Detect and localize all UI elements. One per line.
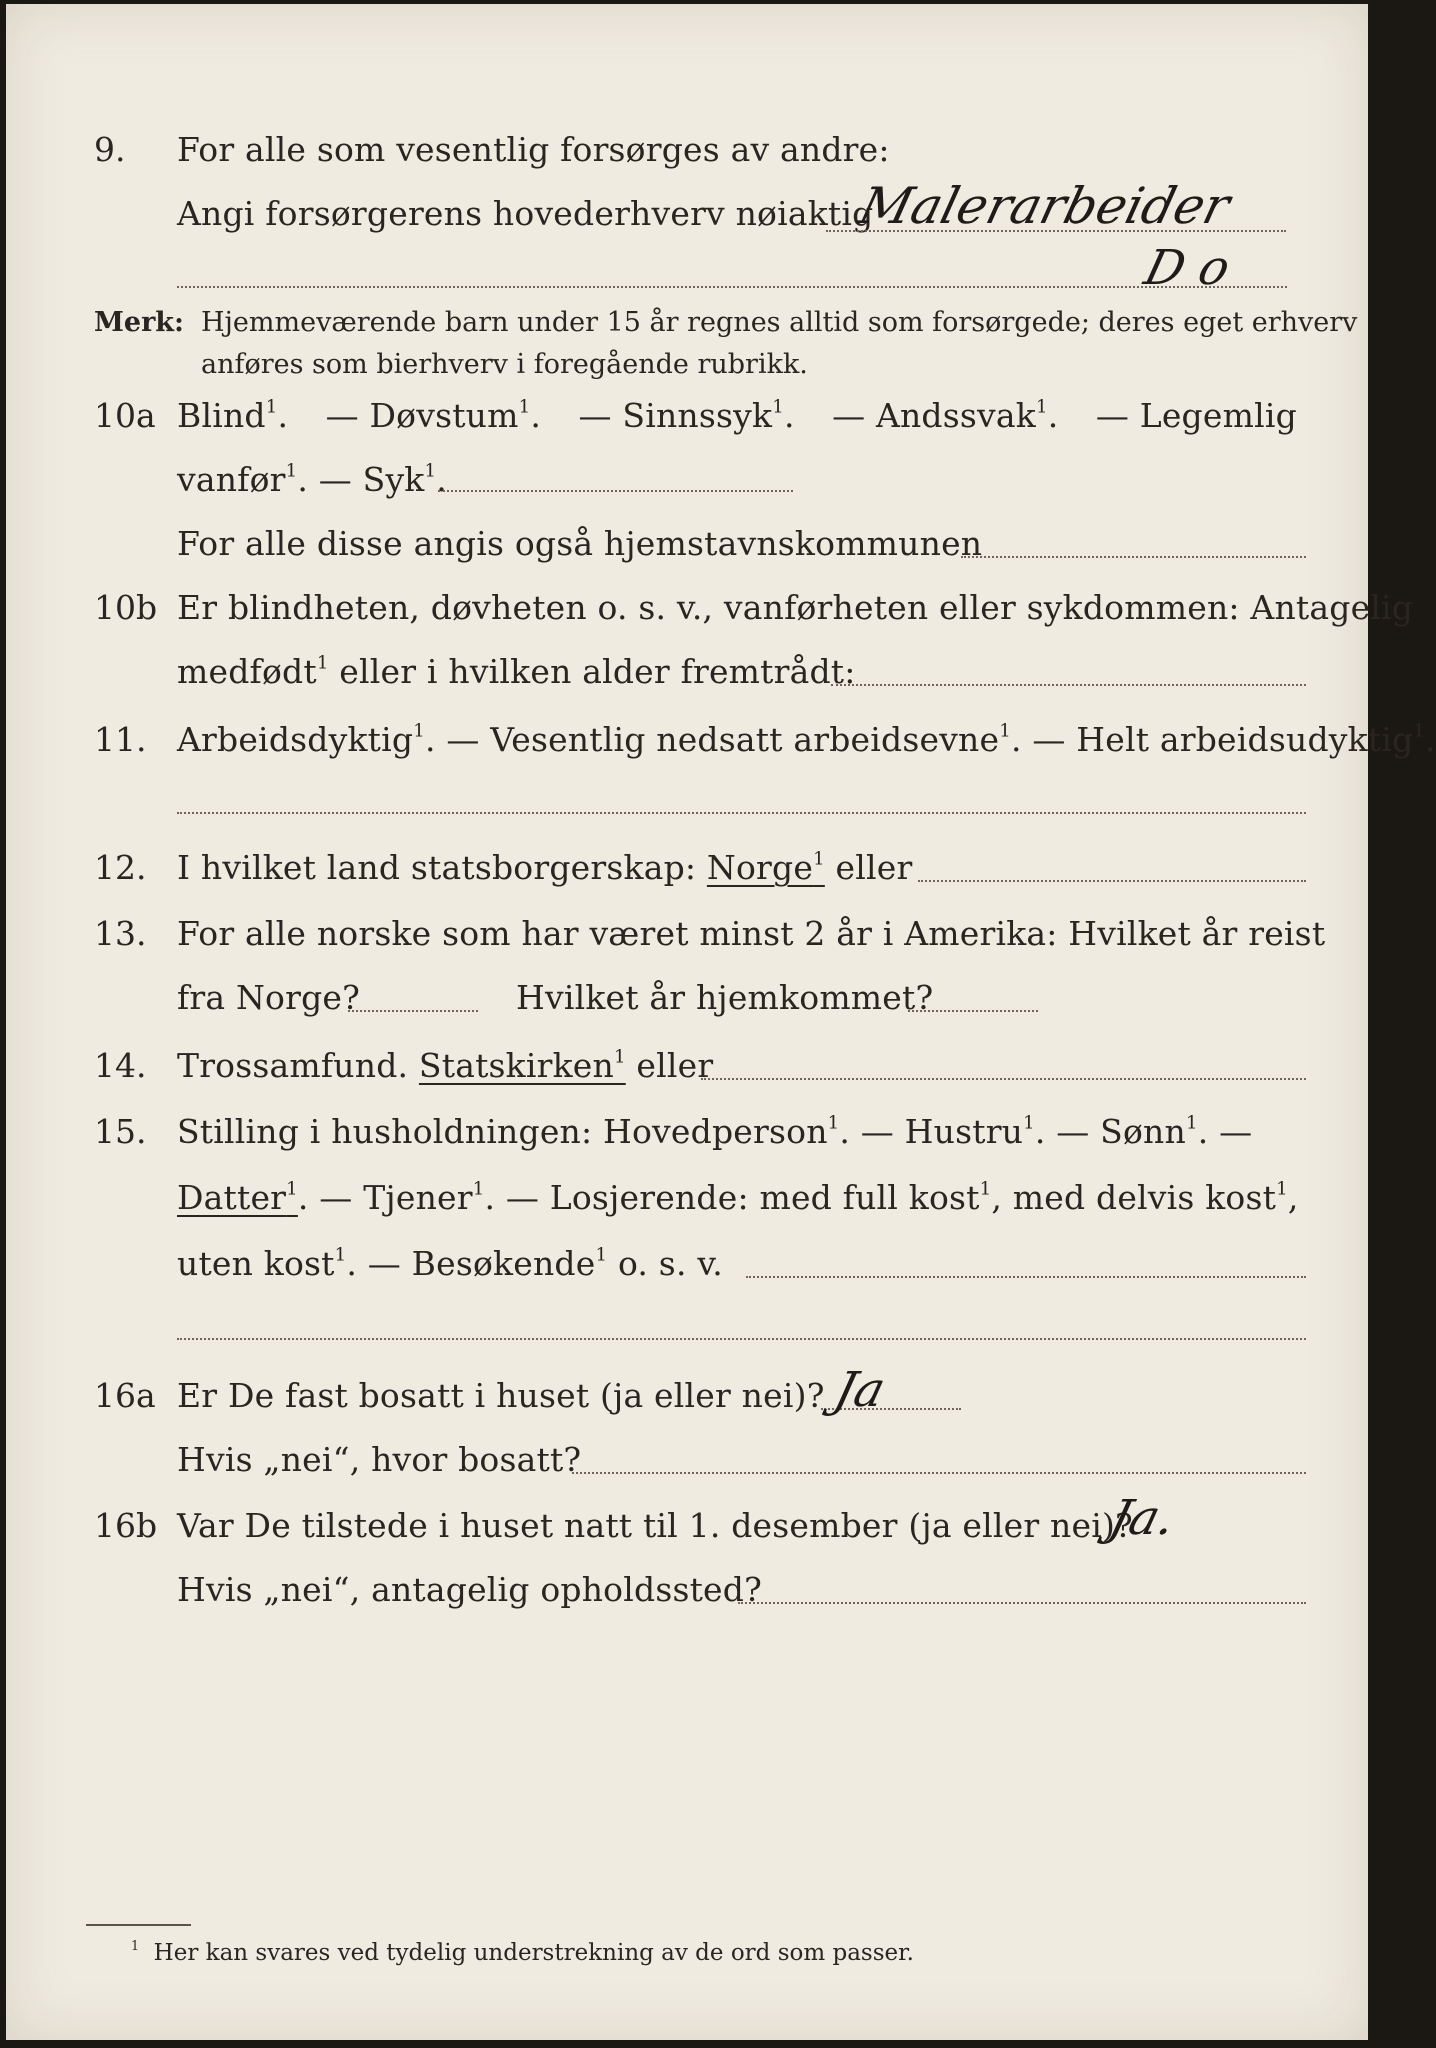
q10a-line2 xyxy=(6,450,1368,510)
q16a-text-line1: Er De fast bosatt i huset (ja eller nei)? xyxy=(177,1376,825,1415)
q10a-line1 xyxy=(6,386,1368,446)
q16a-bosatt-line xyxy=(572,1472,1306,1474)
q10a-legemlig[interactable]: — Legemlig xyxy=(1095,396,1297,435)
q10a-vanfor-syk[interactable]: vanfør$^1$. — Syk$^1$. xyxy=(177,460,447,499)
q14-number: 14. xyxy=(94,1046,147,1085)
q16b-text-line2: Hvis „nei“, antagelig opholdssted? xyxy=(177,1570,762,1609)
q16b-line1 xyxy=(6,1490,1368,1556)
q9-line2 xyxy=(6,177,1368,244)
q13-reist-line xyxy=(348,1010,478,1012)
q10a-options xyxy=(177,386,1297,446)
q12-line xyxy=(6,838,1368,898)
q13-hjemkommet-line xyxy=(908,1010,1038,1012)
q14-text: Trossamfund. Statskirken$^1$ eller xyxy=(177,1046,714,1085)
q16a-number: 16a xyxy=(94,1376,156,1415)
q15-text-line2[interactable]: Datter$^1$. — Tjener$^1$. — Losjerende: med full kost$^1$, med delvis kost$^1$, xyxy=(177,1178,1299,1217)
footnote-rule xyxy=(86,1924,191,1926)
q15-line2 xyxy=(6,1168,1368,1228)
q15-number: 15. xyxy=(94,1112,147,1151)
q9-answer-line2 xyxy=(177,286,1287,288)
q10a-blind[interactable]: Blind$^1$. xyxy=(177,396,289,435)
q13-text-line1: For alle norske som har været minst 2 år i Amerika: Hvilket år reist xyxy=(177,914,1326,953)
q12-norge-underlined[interactable]: Norge$^1$ xyxy=(706,848,825,887)
q9-text-line2: Angi forsørgerens hovederhverv nøiaktig xyxy=(177,194,874,233)
q10b-line1 xyxy=(6,578,1414,638)
q10b-text-line1: Er blindheten, døvheten o. s. v., vanførheten eller sykdommen: Antagelig xyxy=(177,588,1414,627)
q10a-andssvak[interactable]: — Andssvak$^1$. xyxy=(832,396,1059,435)
q16a-line1 xyxy=(6,1362,1368,1426)
q10a-hjemstavn-line xyxy=(961,556,1306,558)
footnote-text: Her kan svares ved tydelig understrekning av de ord som passer. xyxy=(153,1940,914,1966)
q16a-line2 xyxy=(6,1430,1368,1490)
q10a-syk-line xyxy=(438,490,793,492)
q14-statskirken-underlined[interactable]: Statskirken$^1$ xyxy=(418,1046,626,1085)
q15-text-line3[interactable]: uten kost$^1$. — Besøkende$^1$ o. s. v. xyxy=(177,1244,723,1283)
q11-line1 xyxy=(6,710,1436,770)
q13-reist-text: fra Norge? xyxy=(177,978,361,1017)
q9-handwritten-answer[interactable]: Malerarbeider xyxy=(853,177,1236,235)
q10a-number: 10a xyxy=(94,396,156,435)
q13-hjemkommet-text: Hvilket år hjemkommet? xyxy=(516,978,934,1017)
merk-label: Merk: xyxy=(94,307,184,338)
q16a-text-line2: Hvis „nei“, hvor bosatt? xyxy=(177,1440,582,1479)
q12-answer-line xyxy=(918,880,1306,882)
q16a-handwritten-answer[interactable]: Ja xyxy=(829,1362,891,1418)
merk-text-line1: Hjemmeværende barn under 15 år regnes alltid som forsørgede; deres eget erhverv xyxy=(201,307,1358,338)
footnote-mark: 1 xyxy=(131,1937,140,1953)
merk-note xyxy=(6,302,1368,386)
q15-line3 xyxy=(6,1234,1368,1294)
footnote xyxy=(131,1936,914,1970)
q10b-number: 10b xyxy=(94,588,158,627)
q16b-number: 16b xyxy=(94,1506,158,1545)
q16b-handwritten-answer[interactable]: Ja. xyxy=(1104,1490,1182,1546)
merk-text-line2: anføres som bierhverv i foregående rubrikk. xyxy=(201,349,808,380)
q14-line xyxy=(6,1036,1368,1096)
q10b-text-line2: medfødt$^1$ eller i hvilken alder fremtrådt: xyxy=(177,652,856,691)
q12-text: I hvilket land statsborgerskap: Norge$^1$ eller xyxy=(177,848,913,887)
q15-line4 xyxy=(6,1300,1368,1360)
q9-text-line1: For alle som vesentlig forsørges av andre: xyxy=(177,130,890,169)
q16b-line2 xyxy=(6,1560,1368,1620)
census-form-page xyxy=(6,4,1436,2040)
q13-number: 13. xyxy=(94,914,147,953)
q9-line1 xyxy=(6,120,1368,180)
q11-number: 11. xyxy=(94,720,147,759)
q15-answer-line xyxy=(746,1276,1306,1278)
q16b-text-line1: Var De tilstede i huset natt til 1. desember (ja eller nei)? xyxy=(177,1506,1133,1545)
q11-answer-line xyxy=(177,812,1306,814)
q9-handwritten-ditto[interactable]: D o xyxy=(1139,240,1236,296)
q11-options[interactable]: Arbeidsdyktig$^1$. — Vesentlig nedsatt arbeidsevne$^1$. — Helt arbeidsudyktig$^1$. xyxy=(177,720,1436,759)
q14-answer-line xyxy=(701,1078,1306,1080)
q10a-line3 xyxy=(6,514,1368,574)
q10b-answer-line xyxy=(831,684,1306,686)
q15-answer-line2 xyxy=(177,1338,1306,1340)
q15-datter-underlined[interactable]: Datter$^1$ xyxy=(177,1178,298,1217)
q15-line1 xyxy=(6,1102,1368,1162)
q13-line2 xyxy=(6,968,1368,1028)
q12-number: 12. xyxy=(94,848,147,887)
q9-line3 xyxy=(6,240,1368,304)
q10a-sinnssyk[interactable]: — Sinnssyk$^1$. xyxy=(578,396,795,435)
q13-line1 xyxy=(6,904,1368,964)
q15-text-line1[interactable]: Stilling i husholdningen: Hovedperson$^1$. — Hustru$^1$. — Sønn$^1$. — xyxy=(177,1112,1253,1151)
q16b-opholdssted-line xyxy=(738,1602,1306,1604)
q11-line2 xyxy=(6,774,1368,834)
q10a-hjemstavn-text: For alle disse angis også hjemstavnskommunen xyxy=(177,524,983,563)
q10a-dovstum[interactable]: — Døvstum$^1$. xyxy=(325,396,542,435)
q10b-line2 xyxy=(6,642,1368,702)
q9-number: 9. xyxy=(94,130,126,169)
